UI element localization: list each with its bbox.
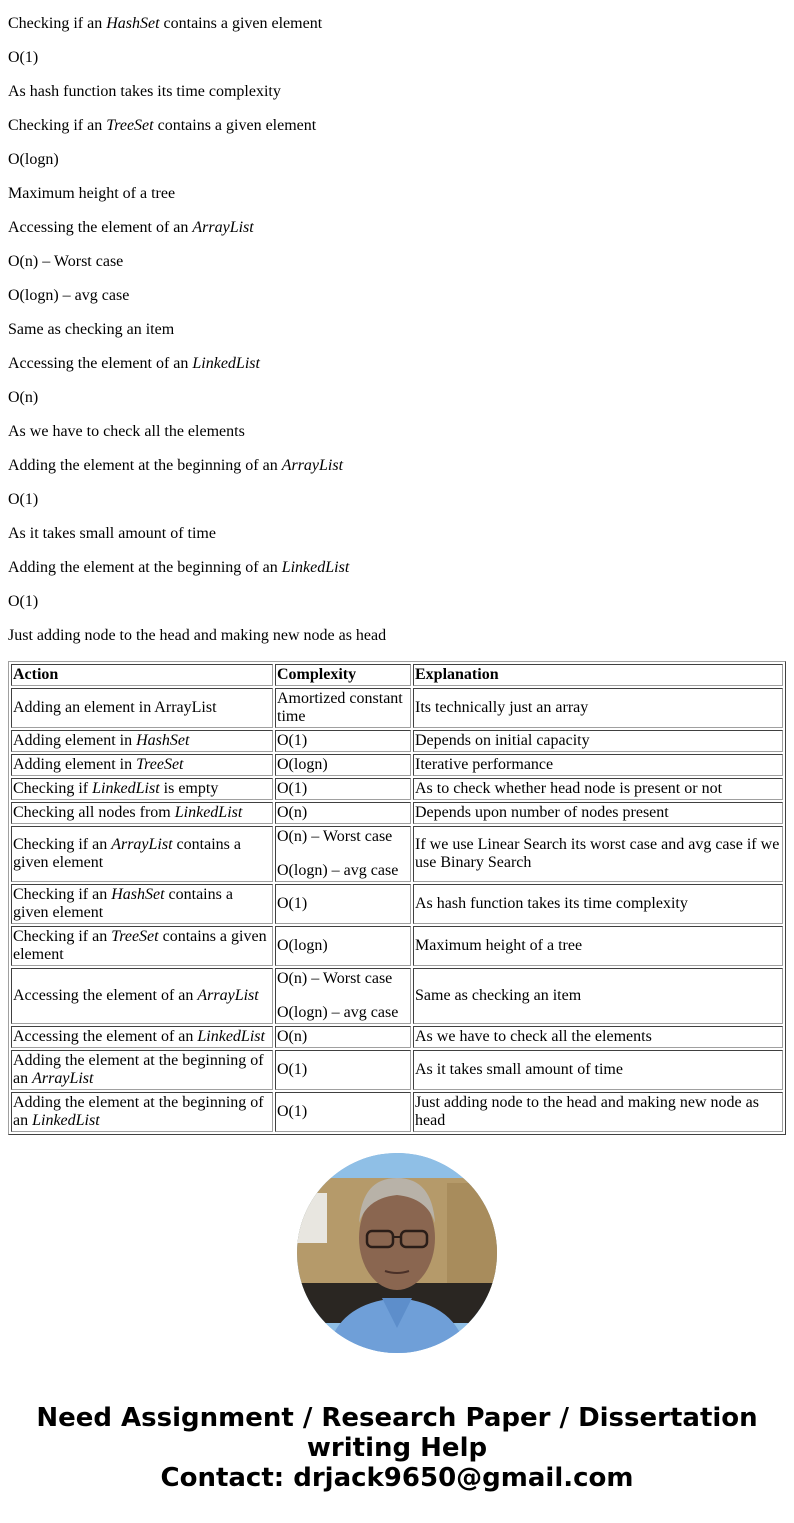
text-run: is empty bbox=[159, 780, 219, 797]
class-name-text: LinkedList bbox=[32, 1112, 100, 1129]
table-row bbox=[11, 778, 783, 800]
cell-complexity bbox=[275, 926, 411, 966]
text-run: Accessing the element of an bbox=[8, 219, 193, 236]
complexity-value: O(n) bbox=[277, 1028, 308, 1045]
table-row bbox=[11, 968, 783, 1024]
paragraph bbox=[8, 559, 786, 577]
table-row bbox=[11, 754, 783, 776]
class-name-text: ArrayList bbox=[192, 219, 254, 236]
banner-line-2: writing Help bbox=[306, 1433, 488, 1463]
text-run: contains a given element bbox=[13, 836, 241, 871]
cell-explanation: As we have to check all the elements bbox=[413, 1026, 783, 1048]
complexity-value: O(logn) bbox=[277, 937, 328, 954]
cell-explanation: As it takes small amount of time bbox=[413, 1050, 783, 1090]
class-name-text: ArrayList bbox=[32, 1070, 94, 1087]
complexity-value: O(1) bbox=[277, 895, 308, 912]
paragraph bbox=[8, 15, 786, 33]
avatar bbox=[297, 1153, 497, 1353]
paragraph bbox=[8, 117, 786, 135]
text-run: Checking if an bbox=[13, 836, 112, 853]
table-row bbox=[11, 1026, 783, 1048]
complexity-value: O(n) – Worst case bbox=[277, 828, 393, 845]
table-body bbox=[11, 688, 783, 1132]
cell-action bbox=[11, 1092, 273, 1132]
text-run: Accessing the element of an bbox=[8, 355, 193, 372]
class-name-text: LinkedList bbox=[281, 559, 350, 576]
table-row bbox=[11, 926, 783, 966]
cell-explanation: As to check whether head node is present or not bbox=[413, 778, 783, 800]
cell-explanation: Depends upon number of nodes present bbox=[413, 802, 783, 824]
table-row bbox=[11, 826, 783, 882]
class-name-text: ArrayList bbox=[281, 457, 344, 474]
contact-banner bbox=[0, 1403, 794, 1493]
header-explanation: Explanation bbox=[413, 664, 783, 686]
class-name-text: LinkedList bbox=[192, 355, 260, 372]
class-name-text: LinkedList bbox=[92, 780, 160, 797]
complexity-value: O(logn) – avg case bbox=[277, 862, 399, 879]
text-run: Maximum height of a tree bbox=[8, 185, 176, 202]
text-run: Accessing the element of an bbox=[13, 1028, 198, 1045]
paragraph bbox=[8, 287, 786, 305]
text-run: Adding an element in ArrayList bbox=[13, 699, 217, 716]
cell-explanation: Depends on initial capacity bbox=[413, 730, 783, 752]
class-name-text: HashSet bbox=[136, 732, 190, 749]
text-run: Checking if an bbox=[13, 928, 112, 945]
cell-complexity bbox=[275, 730, 411, 752]
paragraph bbox=[8, 491, 786, 509]
paragraph bbox=[8, 253, 786, 271]
cell-explanation: Iterative performance bbox=[413, 754, 783, 776]
complexity-value: O(n) – Worst case bbox=[277, 970, 393, 987]
text-run: Adding element in bbox=[13, 756, 137, 773]
text-run: contains a given element bbox=[13, 886, 233, 921]
paragraph bbox=[8, 219, 786, 237]
cell-explanation: Just adding node to the head and making new node as head bbox=[413, 1092, 783, 1132]
text-run: contains a given element bbox=[13, 928, 267, 963]
complexity-value: O(logn) – avg case bbox=[277, 1004, 399, 1021]
complexity-value: O(1) bbox=[277, 780, 308, 797]
cell-complexity bbox=[275, 1026, 411, 1048]
class-name-text: TreeSet bbox=[111, 928, 159, 945]
paragraph bbox=[8, 49, 786, 67]
paragraph bbox=[8, 321, 786, 339]
text-run: As we have to check all the elements bbox=[8, 423, 245, 440]
paragraph bbox=[8, 389, 786, 407]
table-row bbox=[11, 802, 783, 824]
table-row bbox=[11, 1050, 783, 1090]
complexity-value: Amortized constant time bbox=[277, 690, 403, 725]
cell-complexity bbox=[275, 826, 411, 882]
line-gap bbox=[277, 846, 409, 862]
cell-complexity bbox=[275, 688, 411, 728]
text-run: Just adding node to the head and making new node as head bbox=[8, 627, 387, 644]
text-run: O(logn) bbox=[8, 151, 59, 168]
paragraph bbox=[8, 355, 786, 373]
paragraph bbox=[8, 525, 786, 543]
paragraph bbox=[8, 185, 786, 203]
banner-line-1: Need Assignment / Research Paper / Dissertation bbox=[36, 1403, 758, 1433]
cell-explanation: Maximum height of a tree bbox=[413, 926, 783, 966]
complexity-value: O(n) bbox=[277, 804, 308, 821]
cell-complexity bbox=[275, 884, 411, 924]
class-name-text: HashSet bbox=[106, 15, 160, 32]
text-run: contains a given element bbox=[159, 15, 323, 32]
banner-contact: Contact: drjack9650@gmail.com bbox=[160, 1463, 634, 1493]
text-run: Adding the element at the beginning of an bbox=[13, 1052, 264, 1087]
class-name-text: HashSet bbox=[111, 886, 165, 903]
paragraph bbox=[8, 83, 786, 101]
table-row bbox=[11, 730, 783, 752]
text-run: As it takes small amount of time bbox=[8, 525, 216, 542]
text-run: Adding element in bbox=[13, 732, 137, 749]
text-run: Adding the element at the beginning of an bbox=[8, 457, 282, 474]
cell-action bbox=[11, 884, 273, 924]
table-row bbox=[11, 688, 783, 728]
text-run: O(1) bbox=[8, 593, 39, 610]
cell-action bbox=[11, 778, 273, 800]
text-run: Accessing the element of an bbox=[13, 987, 198, 1004]
text-run: Checking if bbox=[13, 780, 93, 797]
cell-complexity bbox=[275, 1050, 411, 1090]
cell-action bbox=[11, 1026, 273, 1048]
class-name-text: TreeSet bbox=[136, 756, 184, 773]
author-photo-icon bbox=[297, 1153, 497, 1353]
header-complexity: Complexity bbox=[275, 664, 411, 686]
class-name-text: TreeSet bbox=[106, 117, 154, 134]
paragraph bbox=[8, 593, 786, 611]
cell-complexity bbox=[275, 802, 411, 824]
text-run: O(1) bbox=[8, 49, 39, 66]
cell-action bbox=[11, 826, 273, 882]
header-action: Action bbox=[11, 664, 273, 686]
cell-action bbox=[11, 688, 273, 728]
paragraph bbox=[8, 151, 786, 169]
cell-explanation: Same as checking an item bbox=[413, 968, 783, 1024]
class-name-text: ArrayList bbox=[197, 987, 259, 1004]
cell-complexity bbox=[275, 778, 411, 800]
class-name-text: LinkedList bbox=[197, 1028, 265, 1045]
complexity-value: O(1) bbox=[277, 1103, 308, 1120]
paragraph bbox=[8, 627, 786, 645]
table-header-row bbox=[11, 664, 783, 686]
text-run: As hash function takes its time complexity bbox=[8, 83, 281, 100]
complexity-value: O(1) bbox=[277, 732, 308, 749]
paragraph bbox=[8, 423, 786, 441]
class-name-text: ArrayList bbox=[111, 836, 173, 853]
text-run: Adding the element at the beginning of an bbox=[13, 1094, 264, 1129]
complexity-value: O(1) bbox=[277, 1061, 308, 1078]
text-run: O(logn) – avg case bbox=[8, 287, 130, 304]
text-run: O(1) bbox=[8, 491, 39, 508]
table-row bbox=[11, 1092, 783, 1132]
text-run: contains a given element bbox=[153, 117, 317, 134]
cell-explanation: As hash function takes its time complexity bbox=[413, 884, 783, 924]
text-run: Checking if an bbox=[8, 117, 107, 134]
cell-action bbox=[11, 926, 273, 966]
text-run: Checking if an bbox=[13, 886, 112, 903]
text-run: Checking if an bbox=[8, 15, 107, 32]
cell-action bbox=[11, 802, 273, 824]
cell-action bbox=[11, 968, 273, 1024]
cell-explanation: Its technically just an array bbox=[413, 688, 783, 728]
line-gap bbox=[277, 988, 409, 1004]
cell-complexity bbox=[275, 1092, 411, 1132]
paragraph bbox=[8, 457, 786, 475]
cell-action bbox=[11, 730, 273, 752]
text-run: O(n) bbox=[8, 389, 39, 406]
table-row bbox=[11, 884, 783, 924]
cell-complexity bbox=[275, 754, 411, 776]
cell-complexity bbox=[275, 968, 411, 1024]
text-run: Checking all nodes from bbox=[13, 804, 175, 821]
complexity-table bbox=[8, 661, 786, 1135]
cell-explanation: If we use Linear Search its worst case and avg case if we use Binary Search bbox=[413, 826, 783, 882]
paragraph-list bbox=[8, 0, 786, 645]
text-run: Adding the element at the beginning of an bbox=[8, 559, 282, 576]
cell-action bbox=[11, 1050, 273, 1090]
cell-action bbox=[11, 754, 273, 776]
class-name-text: LinkedList bbox=[174, 804, 243, 821]
text-run: O(n) – Worst case bbox=[8, 253, 124, 270]
document-content bbox=[8, 0, 786, 1135]
text-run: Same as checking an item bbox=[8, 321, 175, 338]
complexity-value: O(logn) bbox=[277, 756, 328, 773]
